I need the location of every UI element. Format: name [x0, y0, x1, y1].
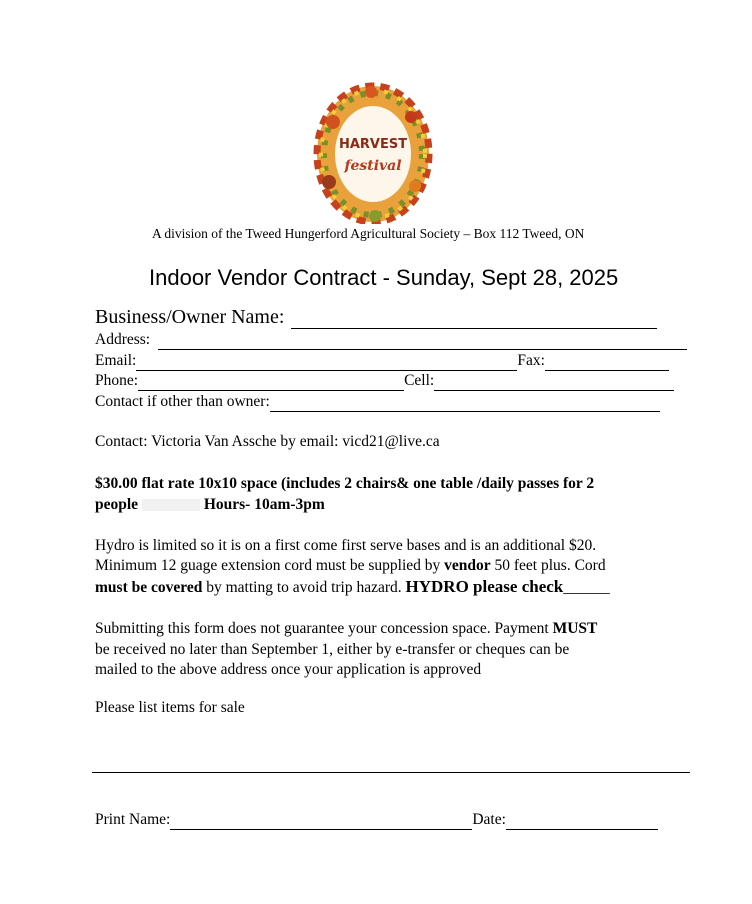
email-field[interactable] — [136, 352, 517, 371]
business-name-field[interactable] — [291, 306, 657, 329]
rate-people: people — [95, 496, 139, 513]
hydro-line-1: Hydro is limited so it is on a first come first serve bases and is an additional $20. — [95, 537, 597, 554]
phone-cell-row — [95, 372, 674, 391]
payment-line-2: be received no later than September 1, either by e-transfer or cheques can be — [95, 641, 570, 658]
payment-must: MUST — [552, 620, 598, 637]
address-row — [95, 331, 687, 350]
hydro-must-be-covered: must be covered — [95, 579, 203, 596]
hydro-check-field[interactable]: ______ — [563, 579, 610, 596]
payment-line-3: mailed to the above address once your application is approved — [95, 661, 482, 678]
hydro-line-3-text: by matting to avoid trip hazard. — [202, 579, 406, 596]
logo-line2: festival — [344, 158, 402, 174]
print-date-row — [95, 811, 658, 830]
redacted-mark — [142, 499, 200, 511]
contact-other-row — [95, 393, 660, 412]
rate-hours: Hours- 10am-3pm — [203, 496, 325, 513]
hydro-please-check: HYDRO please check — [405, 577, 564, 596]
contact-other-field[interactable] — [270, 393, 660, 412]
business-name-label: Business/Owner Name: — [95, 306, 285, 328]
address-label: Address: — [95, 331, 151, 348]
phone-label: Phone: — [95, 372, 139, 389]
hydro-line-2-text: Minimum 12 guage extension cord must be supplied by — [95, 557, 445, 574]
hydro-vendor: vendor — [444, 557, 491, 574]
hydro-line-2-end: 50 feet plus. Cord — [490, 557, 606, 574]
email-fax-row — [95, 352, 669, 371]
fax-field[interactable] — [545, 352, 669, 371]
print-name-label: Print Name: — [95, 811, 171, 828]
contact-line: Contact: Victoria Van Assche by email: vicd21@live.ca — [95, 433, 440, 450]
payment-line-1-text: Submitting this form does not guarantee your concession space. Payment — [95, 620, 553, 637]
address-field[interactable] — [158, 331, 687, 350]
fax-label: Fax: — [517, 352, 545, 369]
hydro-line-3 — [95, 577, 610, 599]
cell-field[interactable] — [434, 372, 674, 391]
rate-line-1: $30.00 flat rate 10x10 space (includes 2 chairs& one table /daily passes for 2 — [95, 475, 595, 492]
payment-line-1 — [95, 619, 597, 640]
hydro-line-2 — [95, 556, 606, 577]
contact-other-label: Contact if other than owner: — [95, 393, 270, 410]
rate-line-2 — [95, 495, 325, 516]
society-line: A division of the Tweed Hungerford Agricultural Society – Box 112 Tweed, ON — [152, 226, 585, 241]
items-label: Please list items for sale — [95, 699, 245, 716]
date-label: Date: — [472, 811, 506, 828]
logo-line1: HARVEST — [338, 137, 408, 152]
email-label: Email: — [95, 352, 137, 369]
date-field[interactable] — [506, 811, 658, 830]
cell-label: Cell: — [404, 372, 435, 389]
phone-field[interactable] — [138, 372, 404, 391]
harvest-festival-logo — [313, 82, 433, 224]
items-field[interactable] — [92, 772, 690, 773]
page-title: Indoor Vendor Contract - Sunday, Sept 28, 2025 — [149, 265, 619, 290]
print-name-field[interactable] — [170, 811, 472, 830]
business-name-row — [95, 306, 657, 329]
